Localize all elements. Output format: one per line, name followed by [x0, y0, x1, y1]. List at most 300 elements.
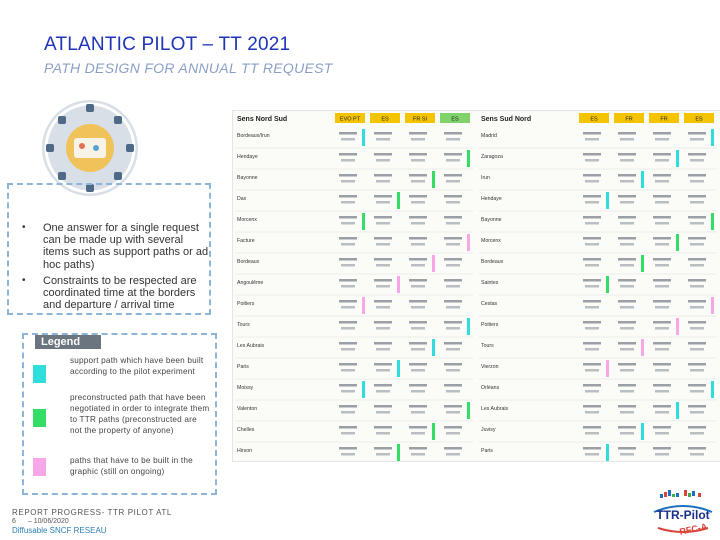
timetable-time-mark — [655, 432, 669, 435]
timetable-time-mark — [444, 153, 462, 156]
timetable-station: Tours — [237, 322, 250, 328]
timetable-time-mark — [446, 453, 460, 456]
timetable-time-mark — [409, 132, 427, 135]
timetable-path-marker — [676, 150, 679, 167]
timetable-time-mark — [374, 342, 392, 345]
timetable-header-label: FR — [625, 116, 633, 123]
timetable-time-mark — [688, 321, 706, 324]
timetable-time-mark — [620, 264, 634, 267]
timetable-header-label: ES — [451, 116, 459, 123]
timetable-path-marker — [676, 318, 679, 335]
timetable-time-mark — [411, 285, 425, 288]
timetable-time-mark — [411, 306, 425, 309]
timetable-station: Angoulême — [237, 280, 264, 286]
timetable-time-mark — [583, 447, 601, 450]
timetable-path-marker — [641, 171, 644, 188]
timetable-time-mark — [688, 363, 706, 366]
timetable-time-mark — [653, 153, 671, 156]
timetable-time-mark — [653, 342, 671, 345]
logo-subtext: RFC-A — [678, 521, 709, 537]
timetable-time-mark — [374, 237, 392, 240]
timetable-time-mark — [409, 426, 427, 429]
timetable-path-marker — [711, 381, 714, 398]
timetable-time-mark — [374, 321, 392, 324]
timetable-time-mark — [446, 327, 460, 330]
timetable-time-mark — [376, 348, 390, 351]
timetable-station: Paris — [481, 448, 493, 454]
timetable-time-mark — [688, 279, 706, 282]
timetable-time-mark — [339, 342, 357, 345]
timetable-station: Poitiers — [481, 322, 499, 328]
timetable-time-mark — [653, 279, 671, 282]
timetable-time-mark — [409, 321, 427, 324]
timetable-path-marker — [606, 360, 609, 377]
timetable-time-mark — [585, 390, 599, 393]
timetable-time-mark — [446, 138, 460, 141]
timetable-time-mark — [583, 384, 601, 387]
timetable-time-mark — [585, 243, 599, 246]
timetable-time-mark — [655, 159, 669, 162]
timetable-time-mark — [444, 300, 462, 303]
timetable-time-mark — [655, 138, 669, 141]
timetable-station: Tours — [481, 343, 494, 349]
timetable-time-mark — [655, 180, 669, 183]
slide-subtitle: PATH DESIGN FOR ANNUAL TT REQUEST — [44, 60, 333, 76]
timetable-path-marker — [606, 444, 609, 461]
timetable-time-mark — [653, 132, 671, 135]
timetable-time-mark — [339, 153, 357, 156]
timetable-header-label: ES — [695, 116, 703, 123]
timetable-time-mark — [690, 222, 704, 225]
timetable-station: Irun — [481, 175, 490, 181]
timetable-time-mark — [618, 405, 636, 408]
timetable-time-mark — [341, 327, 355, 330]
timetable-time-mark — [341, 201, 355, 204]
timetable-station: Facture — [237, 238, 255, 244]
timetable-time-mark — [411, 138, 425, 141]
legend-text-support: support path which have been built according to the pilot experiment — [70, 356, 204, 376]
timetable-time-mark — [409, 363, 427, 366]
timetable-time-mark — [583, 258, 601, 261]
timetable-time-mark — [655, 306, 669, 309]
timetable-station: Bordeaux — [237, 259, 260, 265]
timetable-time-mark — [688, 174, 706, 177]
timetable-time-mark — [655, 327, 669, 330]
timetable-time-mark — [341, 138, 355, 141]
timetable-time-mark — [339, 426, 357, 429]
timetable-time-mark — [376, 327, 390, 330]
timetable-time-mark — [409, 279, 427, 282]
timetable-time-mark — [411, 390, 425, 393]
timetable-time-mark — [374, 405, 392, 408]
legend-text-preconstructed: preconstructed path that have been negotiated in order to integrate them to TTR paths (preconstructed are not the property of anyone) — [70, 393, 210, 435]
timetable-time-mark — [374, 447, 392, 450]
timetable-time-mark — [446, 411, 460, 414]
timetable-time-mark — [655, 285, 669, 288]
timetable-time-mark — [376, 180, 390, 183]
timetable-time-mark — [411, 264, 425, 267]
timetable-time-mark — [374, 300, 392, 303]
timetable-time-mark — [620, 306, 634, 309]
timetable-time-mark — [583, 405, 601, 408]
timetable-time-mark — [446, 390, 460, 393]
timetable-time-mark — [583, 363, 601, 366]
timetable-path-marker — [606, 192, 609, 209]
timetable-time-mark — [339, 237, 357, 240]
timetable-time-mark — [446, 264, 460, 267]
timetable-time-mark — [690, 285, 704, 288]
timetable-time-mark — [688, 132, 706, 135]
timetable-time-mark — [409, 405, 427, 408]
timetable-header-label: ES — [381, 116, 389, 123]
timetable-header-label: EVO PT — [339, 116, 361, 123]
timetable-time-mark — [620, 411, 634, 414]
timetable-time-mark — [339, 195, 357, 198]
timetable-time-mark — [341, 264, 355, 267]
timetable-time-mark — [374, 153, 392, 156]
timetable-path-marker — [641, 255, 644, 272]
timetable-time-mark — [618, 426, 636, 429]
timetable-time-mark — [411, 222, 425, 225]
timetable-station: Dax — [237, 196, 247, 202]
timetable-time-mark — [376, 411, 390, 414]
timetable-time-mark — [444, 363, 462, 366]
timetable-time-mark — [653, 447, 671, 450]
timetable-time-mark — [688, 153, 706, 156]
timetable-header-label: FR SI — [412, 116, 428, 123]
timetable-time-mark — [411, 348, 425, 351]
answer-item-1: One answer for a single request can be made up with several items such as support paths or ad hoc paths) — [43, 222, 209, 271]
timetable-time-mark — [583, 195, 601, 198]
timetable-time-mark — [339, 321, 357, 324]
timetable-time-mark — [585, 369, 599, 372]
timetable-station: Hendaye — [481, 196, 502, 202]
timetable-time-mark — [585, 411, 599, 414]
timetable-time-mark — [376, 243, 390, 246]
footer-date: – 10/06/2020 — [27, 518, 69, 525]
timetable-time-mark — [341, 390, 355, 393]
timetable-time-mark — [618, 384, 636, 387]
timetable-time-mark — [620, 201, 634, 204]
timetable-time-mark — [620, 453, 634, 456]
timetable-time-mark — [341, 369, 355, 372]
timetable-station: Zaragoza — [481, 154, 503, 160]
timetable-time-mark — [653, 405, 671, 408]
logo-text: TTR-Pilot — [656, 508, 710, 522]
timetable-time-mark — [341, 432, 355, 435]
timetable-time-mark — [411, 243, 425, 246]
timetable-time-mark — [583, 300, 601, 303]
timetable-time-mark — [688, 216, 706, 219]
timetable-station: Hirson — [237, 448, 252, 454]
timetable-time-mark — [446, 432, 460, 435]
timetable-time-mark — [653, 384, 671, 387]
timetable-path-marker — [362, 297, 365, 314]
timetable-time-mark — [376, 201, 390, 204]
timetable-time-mark — [376, 390, 390, 393]
timetable-time-mark — [688, 405, 706, 408]
timetable-time-mark — [583, 153, 601, 156]
timetable-time-mark — [374, 258, 392, 261]
timetable-path-marker — [641, 423, 644, 440]
timetable-time-mark — [341, 222, 355, 225]
timetable-time-mark — [411, 453, 425, 456]
timetable-time-mark — [341, 159, 355, 162]
timetable-time-mark — [583, 237, 601, 240]
timetable-time-mark — [620, 243, 634, 246]
timetable-time-mark — [341, 453, 355, 456]
timetable-path-marker — [397, 192, 400, 209]
timetable-time-mark — [655, 411, 669, 414]
timetable-time-mark — [653, 363, 671, 366]
timetable-path-marker — [641, 339, 644, 356]
timetable-time-mark — [339, 174, 357, 177]
timetable-station: Juvisy — [481, 427, 496, 433]
timetable-time-mark — [409, 342, 427, 345]
legend-swatch-support — [33, 365, 46, 383]
timetable-time-mark — [688, 258, 706, 261]
footer-diffusion: Diffusable SNCF RESEAU — [12, 526, 107, 535]
timetable-time-mark — [690, 201, 704, 204]
timetable-time-mark — [444, 405, 462, 408]
timetable-time-mark — [618, 153, 636, 156]
timetable-time-mark — [339, 279, 357, 282]
timetable-time-mark — [620, 369, 634, 372]
timetable-time-mark — [585, 327, 599, 330]
timetable-station: Bordeaux/Irun — [237, 133, 270, 139]
timetable-time-mark — [653, 426, 671, 429]
timetable-station: Morcenx — [481, 238, 501, 244]
timetable-time-mark — [341, 348, 355, 351]
timetable-time-mark — [374, 195, 392, 198]
timetable-path-marker — [711, 297, 714, 314]
page-number: 6 — [12, 518, 16, 525]
timetable-time-mark — [585, 159, 599, 162]
timetable-time-mark — [690, 390, 704, 393]
timetable-time-mark — [653, 237, 671, 240]
timetable-path-marker — [606, 276, 609, 293]
timetable-time-mark — [618, 363, 636, 366]
timetable-time-mark — [374, 279, 392, 282]
timetable-time-mark — [376, 285, 390, 288]
timetable-time-mark — [376, 453, 390, 456]
timetable-svg — [233, 111, 720, 461]
timetable-time-mark — [376, 159, 390, 162]
timetable-time-mark — [688, 237, 706, 240]
timetable-time-mark — [409, 174, 427, 177]
timetable-time-mark — [446, 201, 460, 204]
timetable-time-mark — [618, 447, 636, 450]
timetable-path-marker — [467, 402, 470, 419]
timetable-time-mark — [585, 348, 599, 351]
timetable-time-mark — [444, 321, 462, 324]
timetable-time-mark — [690, 138, 704, 141]
timetable-path-marker — [432, 423, 435, 440]
timetable-time-mark — [409, 258, 427, 261]
timetable-time-mark — [446, 222, 460, 225]
timetable-path-marker — [676, 402, 679, 419]
timetable-time-mark — [583, 321, 601, 324]
timetable-time-mark — [411, 369, 425, 372]
timetable-station: Chelles — [237, 427, 255, 433]
timetable-path-marker — [397, 444, 400, 461]
timetable-time-mark — [376, 138, 390, 141]
timetable-time-mark — [688, 195, 706, 198]
timetable-time-mark — [620, 390, 634, 393]
timetable-time-mark — [618, 216, 636, 219]
timetable-path-marker — [362, 213, 365, 230]
slide-title: ATLANTIC PILOT – TT 2021 — [44, 34, 291, 55]
timetable-time-mark — [620, 180, 634, 183]
timetable-time-mark — [409, 237, 427, 240]
timetable-time-mark — [411, 159, 425, 162]
timetable-time-mark — [583, 426, 601, 429]
timetable-time-mark — [374, 384, 392, 387]
timetable-title: Sens Sud Nord — [481, 116, 532, 123]
timetable-path-marker — [467, 234, 470, 251]
timetable-time-mark — [585, 222, 599, 225]
timetable-time-mark — [585, 180, 599, 183]
legend-text-to-build: paths that have to be built in the graphic (still on ongoing) — [70, 456, 193, 476]
timetable-time-mark — [444, 447, 462, 450]
timetable-time-mark — [653, 174, 671, 177]
timetable-time-mark — [585, 432, 599, 435]
timetable-time-mark — [411, 411, 425, 414]
timetable-time-mark — [409, 384, 427, 387]
timetable-station: Bayonne — [237, 175, 258, 181]
timetable-time-mark — [409, 300, 427, 303]
timetable-time-mark — [444, 258, 462, 261]
timetable-time-mark — [341, 285, 355, 288]
timetable-time-mark — [585, 306, 599, 309]
timetable-time-mark — [690, 264, 704, 267]
timetable-time-mark — [585, 285, 599, 288]
timetable-header-label: ES — [590, 116, 598, 123]
timetable-time-mark — [620, 285, 634, 288]
timetable-time-mark — [339, 384, 357, 387]
timetable-time-mark — [409, 195, 427, 198]
timetable-time-mark — [339, 300, 357, 303]
timetable-station: Madrid — [481, 133, 497, 139]
timetable-station: Vierzon — [481, 364, 499, 370]
timetable-time-mark — [583, 132, 601, 135]
timetable-time-mark — [690, 369, 704, 372]
bullet: • — [22, 222, 26, 233]
timetable-path-marker — [711, 213, 714, 230]
timetable-time-mark — [376, 432, 390, 435]
timetable-path-marker — [676, 234, 679, 251]
timetable-time-mark — [444, 237, 462, 240]
timetable-time-mark — [444, 195, 462, 198]
timetable-station: Bayonne — [481, 217, 502, 223]
timetable-time-mark — [690, 180, 704, 183]
timetable-time-mark — [690, 327, 704, 330]
timetable-path-marker — [432, 339, 435, 356]
timetable-time-mark — [618, 342, 636, 345]
timetable-time-mark — [688, 447, 706, 450]
timetable-time-mark — [411, 327, 425, 330]
timetable-time-mark — [655, 369, 669, 372]
timetable-time-mark — [341, 180, 355, 183]
timetable-time-mark — [446, 285, 460, 288]
timetable-path-marker — [467, 150, 470, 167]
timetable-time-mark — [618, 321, 636, 324]
timetable-time-mark — [620, 138, 634, 141]
timetable-path-marker — [711, 129, 714, 146]
timetable-time-mark — [620, 327, 634, 330]
timetable-time-mark — [374, 363, 392, 366]
timetable-time-mark — [444, 342, 462, 345]
legend-title: Legend — [35, 335, 101, 349]
timetable-time-mark — [655, 390, 669, 393]
timetable-time-mark — [341, 306, 355, 309]
timetable-time-mark — [341, 411, 355, 414]
timetable-time-mark — [446, 306, 460, 309]
timetable-time-mark — [339, 405, 357, 408]
timetable-time-mark — [653, 321, 671, 324]
timetable-time-mark — [655, 201, 669, 204]
timetable-time-mark — [655, 348, 669, 351]
timetable-time-mark — [618, 195, 636, 198]
timetable-image — [232, 110, 720, 462]
timetable-time-mark — [655, 243, 669, 246]
timetable-path-marker — [397, 276, 400, 293]
timetable-time-mark — [690, 159, 704, 162]
timetable-time-mark — [620, 432, 634, 435]
timetable-time-mark — [585, 138, 599, 141]
timetable-time-mark — [690, 432, 704, 435]
timetable-time-mark — [618, 237, 636, 240]
timetable-time-mark — [444, 132, 462, 135]
timetable-time-mark — [374, 426, 392, 429]
timetable-time-mark — [688, 342, 706, 345]
footer-report: REPORT PROGRESS- TTR PILOT ATL — [12, 508, 172, 517]
timetable-time-mark — [655, 264, 669, 267]
timetable-time-mark — [341, 243, 355, 246]
timetable-time-mark — [583, 174, 601, 177]
timetable-time-mark — [446, 369, 460, 372]
timetable-time-mark — [374, 216, 392, 219]
timetable-time-mark — [585, 453, 599, 456]
timetable-time-mark — [690, 243, 704, 246]
timetable-time-mark — [446, 243, 460, 246]
timetable-time-mark — [653, 216, 671, 219]
timetable-station: Valenton — [237, 406, 258, 412]
legend-swatch-to-build — [33, 458, 46, 476]
timetable-title: Sens Nord Sud — [237, 116, 288, 123]
legend-swatch-preconstructed — [33, 409, 46, 427]
timetable-station: Morcenx — [237, 217, 257, 223]
answer-item-2: Constraints to be respected are coordinated time at the borders and departure / arrival time — [43, 275, 197, 312]
timetable-time-mark — [688, 426, 706, 429]
timetable-station: Paris — [237, 364, 249, 370]
ttr-pilot-logo — [650, 488, 716, 538]
timetable-time-mark — [411, 180, 425, 183]
timetable-time-mark — [618, 300, 636, 303]
timetable-station: Orléans — [481, 385, 500, 391]
timetable-time-mark — [618, 174, 636, 177]
timetable-time-mark — [690, 411, 704, 414]
timetable-time-mark — [444, 426, 462, 429]
timetable-time-mark — [585, 264, 599, 267]
timetable-time-mark — [339, 363, 357, 366]
timetable-time-mark — [339, 447, 357, 450]
timetable-time-mark — [446, 180, 460, 183]
timetable-time-mark — [446, 159, 460, 162]
timetable-time-mark — [585, 201, 599, 204]
timetable-time-mark — [620, 222, 634, 225]
timetable-time-mark — [618, 132, 636, 135]
